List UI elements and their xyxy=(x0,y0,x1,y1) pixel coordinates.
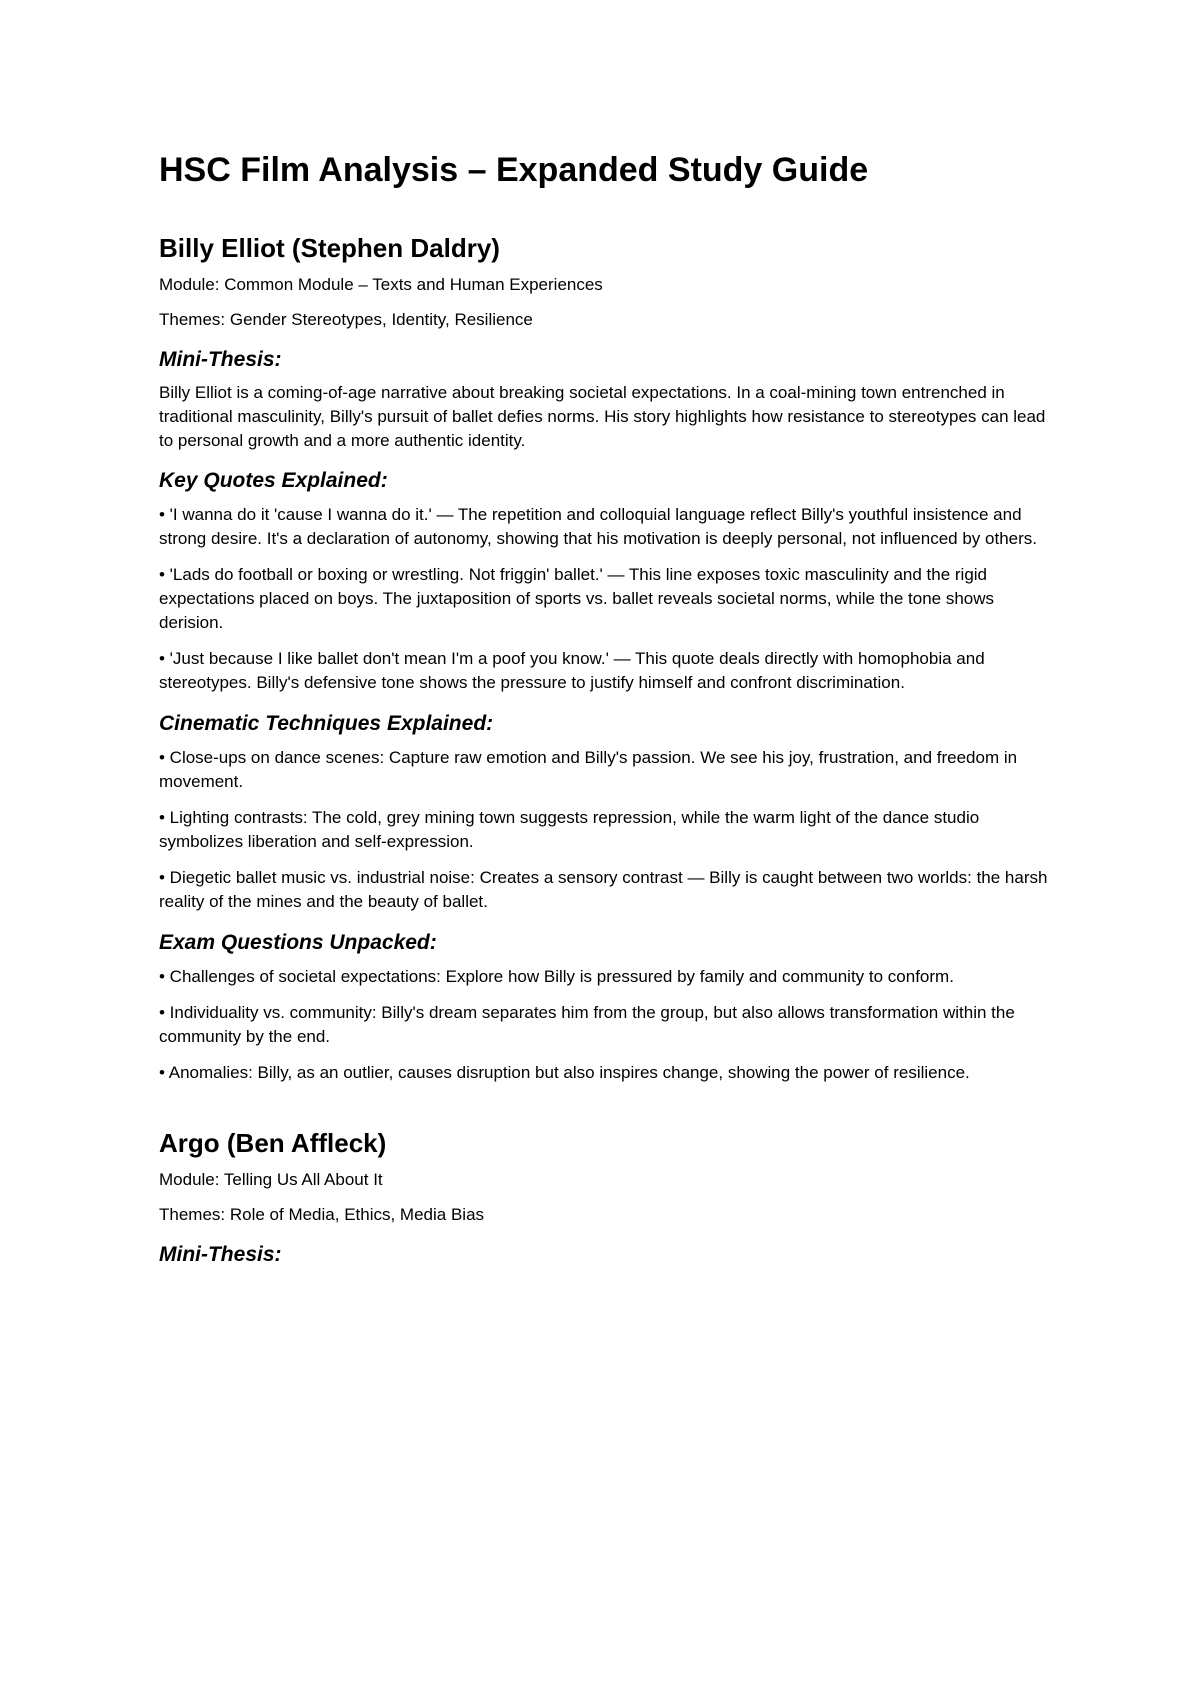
module-line: Module: Telling Us All About It xyxy=(159,1170,383,1189)
film-section-billy-elliot xyxy=(159,232,1059,1085)
mini-thesis-heading: Mini-Thesis: xyxy=(159,1243,282,1266)
key-quotes-heading: Key Quotes Explained: xyxy=(159,469,388,492)
quote-bullet: • 'I wanna do it 'cause I wanna do it.' — The repetition and colloquial language reflect Billy's youthful insistence and strong desire. It's a declaration of autonomy, showing that his motivation is deeply personal, not influenced by others. xyxy=(159,505,1037,548)
film-heading: Billy Elliot (Stephen Daldry) xyxy=(159,233,500,263)
technique-bullet: • Close-ups on dance scenes: Capture raw emotion and Billy's passion. We see his joy, frustration, and freedom in movement. xyxy=(159,748,1018,791)
technique-bullet: • Lighting contrasts: The cold, grey mining town suggests repression, while the warm light of the dance studio symbolizes liberation and self-expression. xyxy=(159,808,980,851)
mini-thesis-paragraph: Billy Elliot is a coming-of-age narrative about breaking societal expectations. In a coal-mining town entrenched in traditional masculinity, Billy's pursuit of ballet defies norms. His story highlights how resistance to stereotypes can lead to personal growth and a more authentic identity. xyxy=(159,383,1046,450)
mini-thesis-heading: Mini-Thesis: xyxy=(159,348,282,371)
techniques-heading: Cinematic Techniques Explained: xyxy=(159,712,494,735)
technique-bullet: • Diegetic ballet music vs. industrial noise: Creates a sensory contrast — Billy is caught between two worlds: the harsh reality of the mines and the beauty of ballet. xyxy=(159,868,1048,911)
module-line: Module: Common Module – Texts and Human Experiences xyxy=(159,275,603,294)
exam-questions-heading: Exam Questions Unpacked: xyxy=(159,931,437,954)
film-section-argo xyxy=(159,1127,1059,1269)
document-title: HSC Film Analysis – Expanded Study Guide xyxy=(159,151,869,189)
film-heading: Argo (Ben Affleck) xyxy=(159,1128,387,1158)
exam-bullet: • Challenges of societal expectations: Explore how Billy is pressured by family and community to conform. xyxy=(159,967,954,986)
quote-bullet: • 'Lads do football or boxing or wrestling. Not friggin' ballet.' — This line exposes toxic masculinity and the rigid expectations placed on boys. The juxtaposition of sports vs. ballet reveals societal norms, while the tone shows derision. xyxy=(159,565,995,632)
quote-bullet: • 'Just because I like ballet don't mean I'm a poof you know.' — This quote deals directly with homophobia and stereotypes. Billy's defensive tone shows the pressure to justify himself and confront discrimination. xyxy=(159,649,985,692)
exam-bullet: • Anomalies: Billy, as an outlier, causes disruption but also inspires change, showing the power of resilience. xyxy=(159,1063,970,1082)
document-page xyxy=(159,150,1059,1269)
themes-line: Themes: Gender Stereotypes, Identity, Resilience xyxy=(159,310,533,329)
themes-line: Themes: Role of Media, Ethics, Media Bias xyxy=(159,1205,485,1224)
exam-bullet: • Individuality vs. community: Billy's dream separates him from the group, but also allows transformation within the community by the end. xyxy=(159,1003,1015,1046)
